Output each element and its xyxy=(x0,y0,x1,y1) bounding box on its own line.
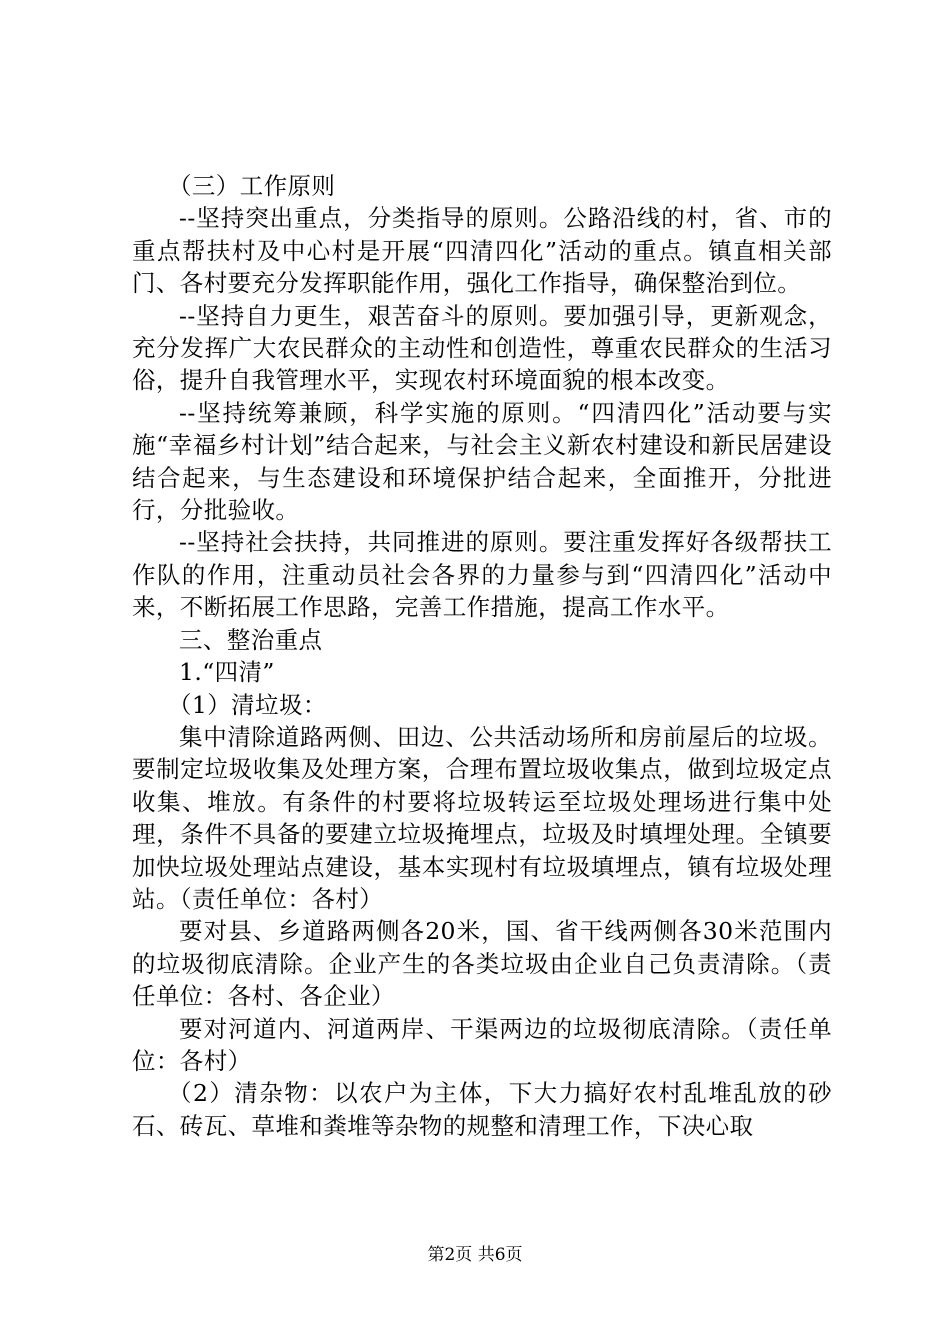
page-number-footer: 第2页 共6页 xyxy=(427,1245,523,1265)
paragraph-principle-focus: --坚持突出重点，分类指导的原则。公路沿线的村，省、市的重点帮扶村及中心村是开展“四清四化”活动的重点。镇直相关部门、各村要充分发挥职能作用，强化工作指导，确保整治到位。 xyxy=(132,204,832,298)
paragraph-garbage-collection: 集中清除道路两侧、田边、公共活动场所和房前屋后的垃圾。要制定垃圾收集及处理方案，合理布置垃圾收集点，做到垃圾定点收集、堆放。有条件的村要将垃圾转运至垃圾处理场进行集中处理，条件不具备的要建立垃圾掩埋点，垃圾及时填埋处理。全镇要加快垃圾处理站点建设，基本实现村有垃圾填埋点，镇有垃圾处理站。（责任单位：各村） xyxy=(132,722,832,913)
paragraph-principle-self-reliance: --坚持自力更生，艰苦奋斗的原则。要加强引导，更新观念，充分发挥广大农民群众的主动性和创造性，尊重农民群众的生活习俗，提升自我管理水平，实现农村环境面貌的根本改变。 xyxy=(132,301,832,395)
subheading-four-clear: 1.“四清” xyxy=(179,658,275,687)
paragraph-principle-social-support: --坚持社会扶持，共同推进的原则。要注重发挥好各级帮扶工作队的作用，注重动员社会各界的力量参与到“四清四化”活动中来，不断拓展工作思路，完善工作措施，提高工作水平。 xyxy=(132,528,832,622)
document-body xyxy=(132,170,832,1142)
paragraph-garbage-river: 要对河道内、河道两岸、干渠两边的垃圾彻底清除。（责任单位：各村） xyxy=(132,1014,832,1075)
paragraph-garbage-roadside: 要对县、乡道路两侧各20米，国、省干线两侧各30米范围内的垃圾彻底清除。企业产生的各类垃圾由企业自己负责清除。（责任单位：各村、各企业） xyxy=(132,917,832,1011)
section-heading-work-principles: （三）工作原则 xyxy=(168,172,336,200)
section-heading-focus: 三、整治重点 xyxy=(179,625,323,654)
paragraph-clear-debris: （2）清杂物：以农户为主体，下大力搞好农村乱堆乱放的砂石、砖瓦、草堆和粪堆等杂物的规整和清理工作，下决心取 xyxy=(132,1079,832,1140)
subheading-clear-garbage: （1）清垃圾： xyxy=(168,690,327,719)
paragraph-principle-coordination: --坚持统筹兼顾，科学实施的原则。“四清四化”活动要与实施“幸福乡村计划”结合起来，与社会主义新农村建设和新民居建设结合起来，与生态建设和环境保护结合起来，全面推开，分批进行，分批验收。 xyxy=(132,398,832,525)
